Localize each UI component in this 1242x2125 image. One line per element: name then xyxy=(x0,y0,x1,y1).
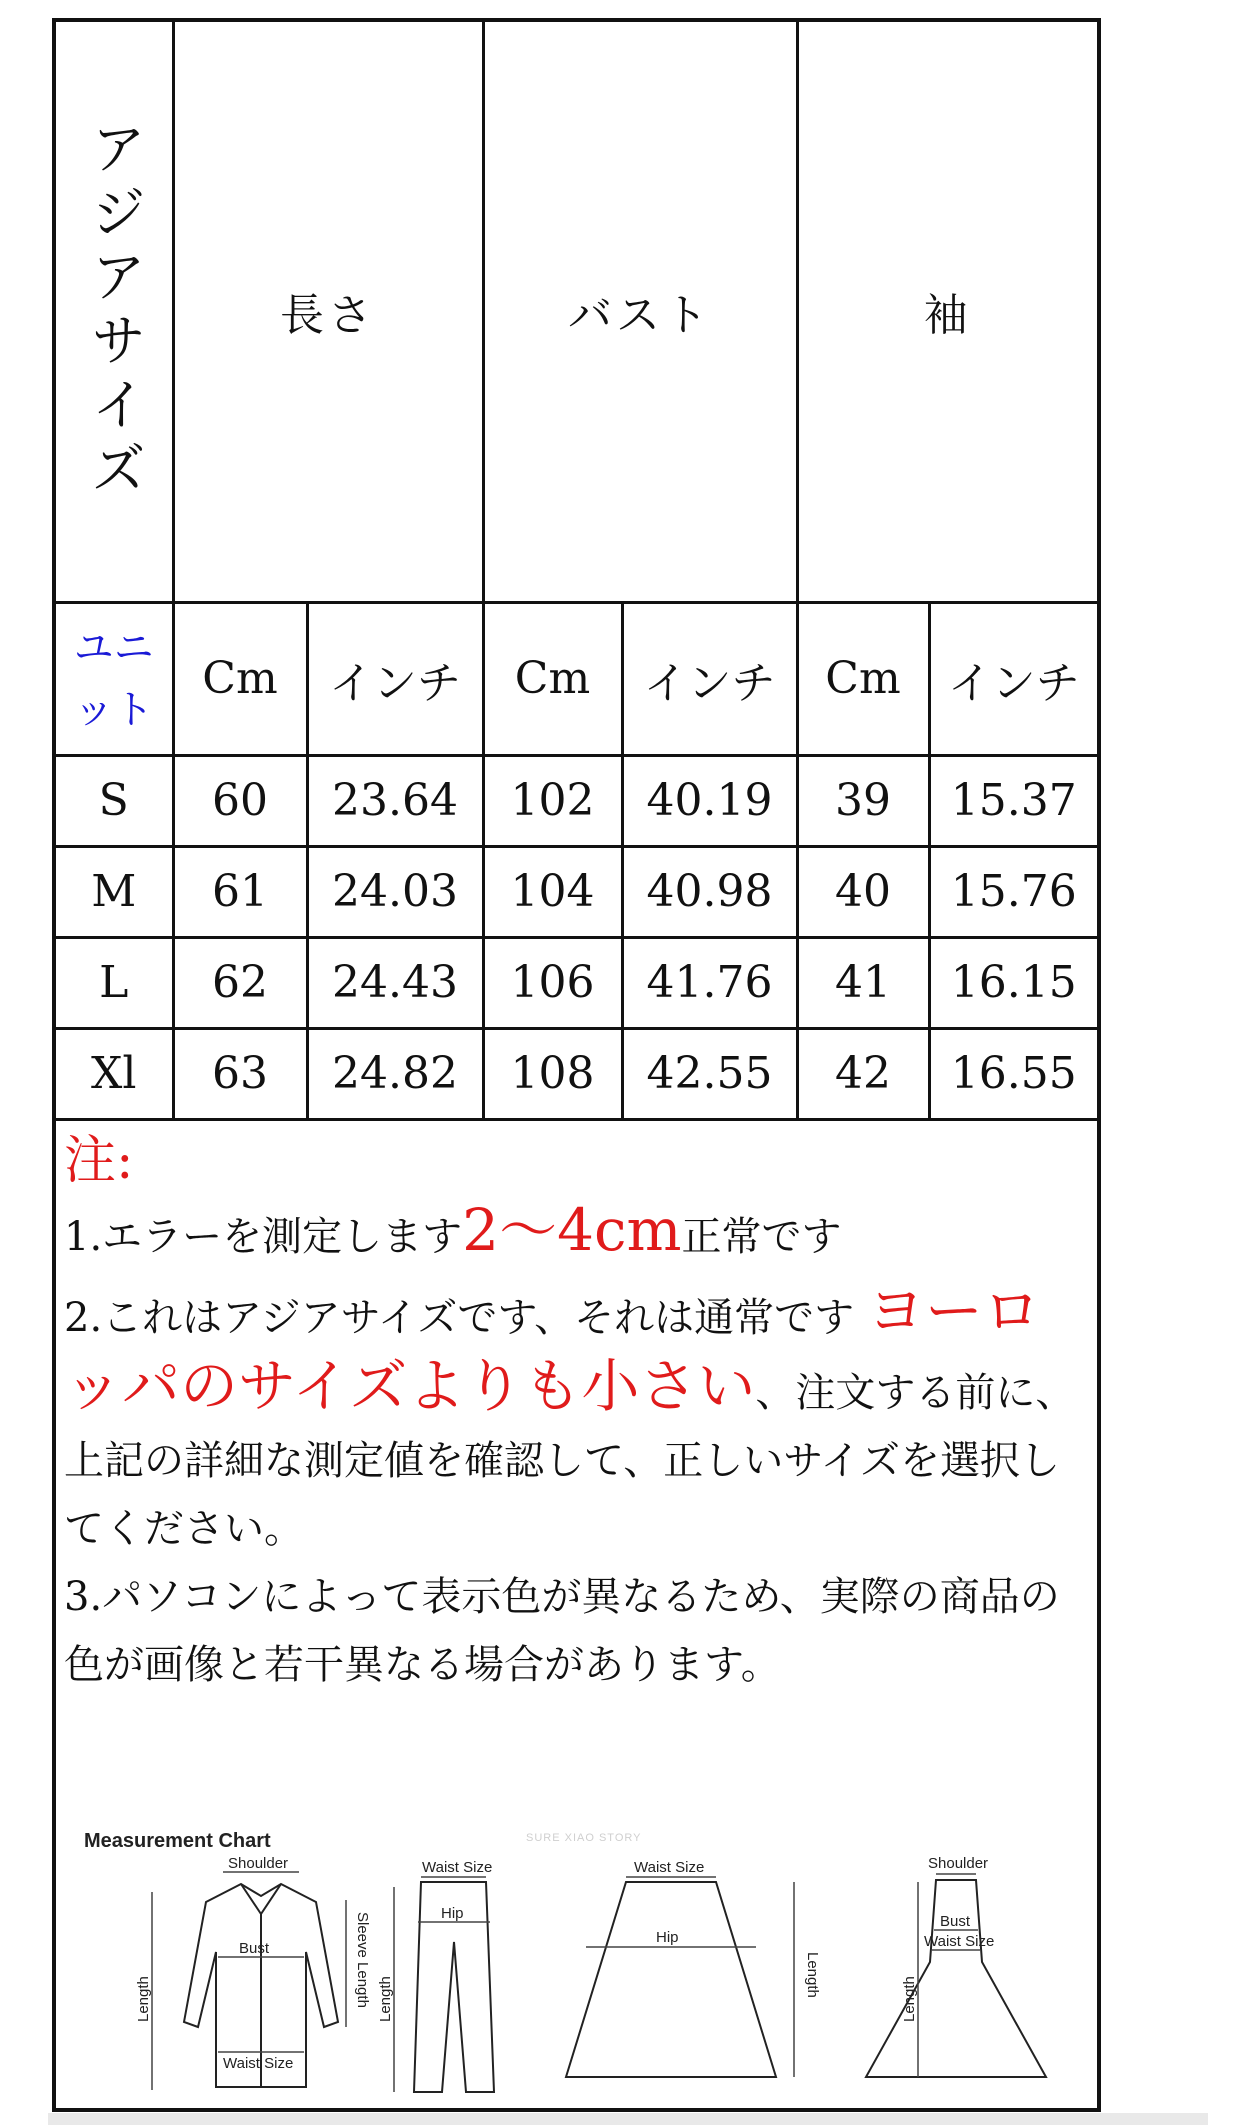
value-cell: 15.37 xyxy=(929,755,1097,846)
value-cell: 42.55 xyxy=(622,1028,797,1119)
label-waist-size: Waist Size xyxy=(634,1859,705,1876)
note-2-prefix: 2.これはアジアサイズです、それは通常です xyxy=(64,1295,855,1341)
unit-cm: Cm xyxy=(173,602,307,755)
unit-label-cell xyxy=(56,602,173,755)
header-length: 長さ xyxy=(173,22,483,602)
unit-cm: Cm xyxy=(797,602,929,755)
note-2-highlight: ヨーロッパのサイズよりも小さい xyxy=(64,1277,1041,1420)
size-cell: L xyxy=(56,937,173,1028)
value-cell: 104 xyxy=(483,846,622,937)
header-row xyxy=(56,22,1097,602)
label-bust: Bust xyxy=(940,1913,971,1930)
bottom-bar xyxy=(48,2113,1208,2125)
value-cell: 15.76 xyxy=(929,846,1097,937)
note-1-suffix: 正常です xyxy=(681,1214,842,1260)
note-3: 3.パソコンによって表示色が異なるため、実際の商品の色が画像と若干異なる場合があります。 xyxy=(64,1574,1060,1688)
size-chart-sheet xyxy=(52,18,1101,2112)
label-waist-size: Waist Size xyxy=(223,2055,294,2072)
size-cell: S xyxy=(56,755,173,846)
label-shoulder: Shoulder xyxy=(228,1855,289,1872)
size-table xyxy=(56,22,1097,1121)
table-row xyxy=(56,937,1097,1028)
label-hip: Hip xyxy=(441,1905,464,1922)
note-2 xyxy=(64,1277,1089,1563)
garment-diagrams xyxy=(56,1822,1097,2112)
label-length: Length xyxy=(377,1976,394,2022)
label-waist-size: Waist Size xyxy=(422,1859,493,1876)
note-1-highlight: 2〜4cm xyxy=(462,1196,682,1264)
label-length: Length xyxy=(804,1952,821,1998)
value-cell: 62 xyxy=(173,937,307,1028)
label-length: Length xyxy=(135,1976,152,2022)
value-cell: 102 xyxy=(483,755,622,846)
value-cell: 106 xyxy=(483,937,622,1028)
note-1 xyxy=(64,1196,1089,1271)
value-cell: 63 xyxy=(173,1028,307,1119)
value-cell: 40 xyxy=(797,846,929,937)
notes-section xyxy=(56,1122,1097,1699)
unit-row xyxy=(56,602,1097,755)
size-cell: M xyxy=(56,846,173,937)
value-cell: 23.64 xyxy=(307,755,483,846)
value-cell: 40.19 xyxy=(622,755,797,846)
value-cell: 41 xyxy=(797,937,929,1028)
size-cell: Xl xyxy=(56,1028,173,1119)
note-2-suffix: 、注文する前に、上記の詳細な測定値を確認して、正しいサイズを選択してください。 xyxy=(64,1370,1076,1552)
unit-inch: インチ xyxy=(929,602,1097,755)
value-cell: 39 xyxy=(797,755,929,846)
label-bust: Bust xyxy=(239,1940,270,1957)
value-cell: 61 xyxy=(173,846,307,937)
table-row xyxy=(56,1028,1097,1119)
header-sleeve: 袖 xyxy=(797,22,1097,602)
label-hip: Hip xyxy=(656,1929,679,1946)
asia-size-label: アジアサイズ xyxy=(81,119,147,504)
value-cell: 24.43 xyxy=(307,937,483,1028)
measurement-chart xyxy=(56,1822,1097,2112)
label-length: Length xyxy=(901,1976,918,2022)
table-row xyxy=(56,755,1097,846)
notes-title: 注: xyxy=(64,1131,134,1191)
corner-cell xyxy=(56,22,173,602)
unit-cm: Cm xyxy=(483,602,622,755)
table-row xyxy=(56,846,1097,937)
value-cell: 16.55 xyxy=(929,1028,1097,1119)
value-cell: 24.03 xyxy=(307,846,483,937)
label-sleeve-length: Sleeve Length xyxy=(354,1912,371,2008)
value-cell: 42 xyxy=(797,1028,929,1119)
value-cell: 60 xyxy=(173,755,307,846)
value-cell: 16.15 xyxy=(929,937,1097,1028)
label-waist-size: Waist Size xyxy=(924,1933,995,1950)
note-1-prefix: 1.エラーを測定します xyxy=(64,1214,463,1260)
value-cell: 41.76 xyxy=(622,937,797,1028)
unit-inch: インチ xyxy=(307,602,483,755)
unit-inch: インチ xyxy=(622,602,797,755)
value-cell: 24.82 xyxy=(307,1028,483,1119)
label-shoulder: Shoulder xyxy=(928,1855,989,1872)
value-cell: 40.98 xyxy=(622,846,797,937)
unit-label: ユニット xyxy=(73,624,154,733)
watermark: SURE XIAO STORY xyxy=(526,1832,642,1844)
value-cell: 108 xyxy=(483,1028,622,1119)
measurement-chart-title: Measurement Chart xyxy=(84,1830,271,1852)
header-bust: バスト xyxy=(483,22,797,602)
